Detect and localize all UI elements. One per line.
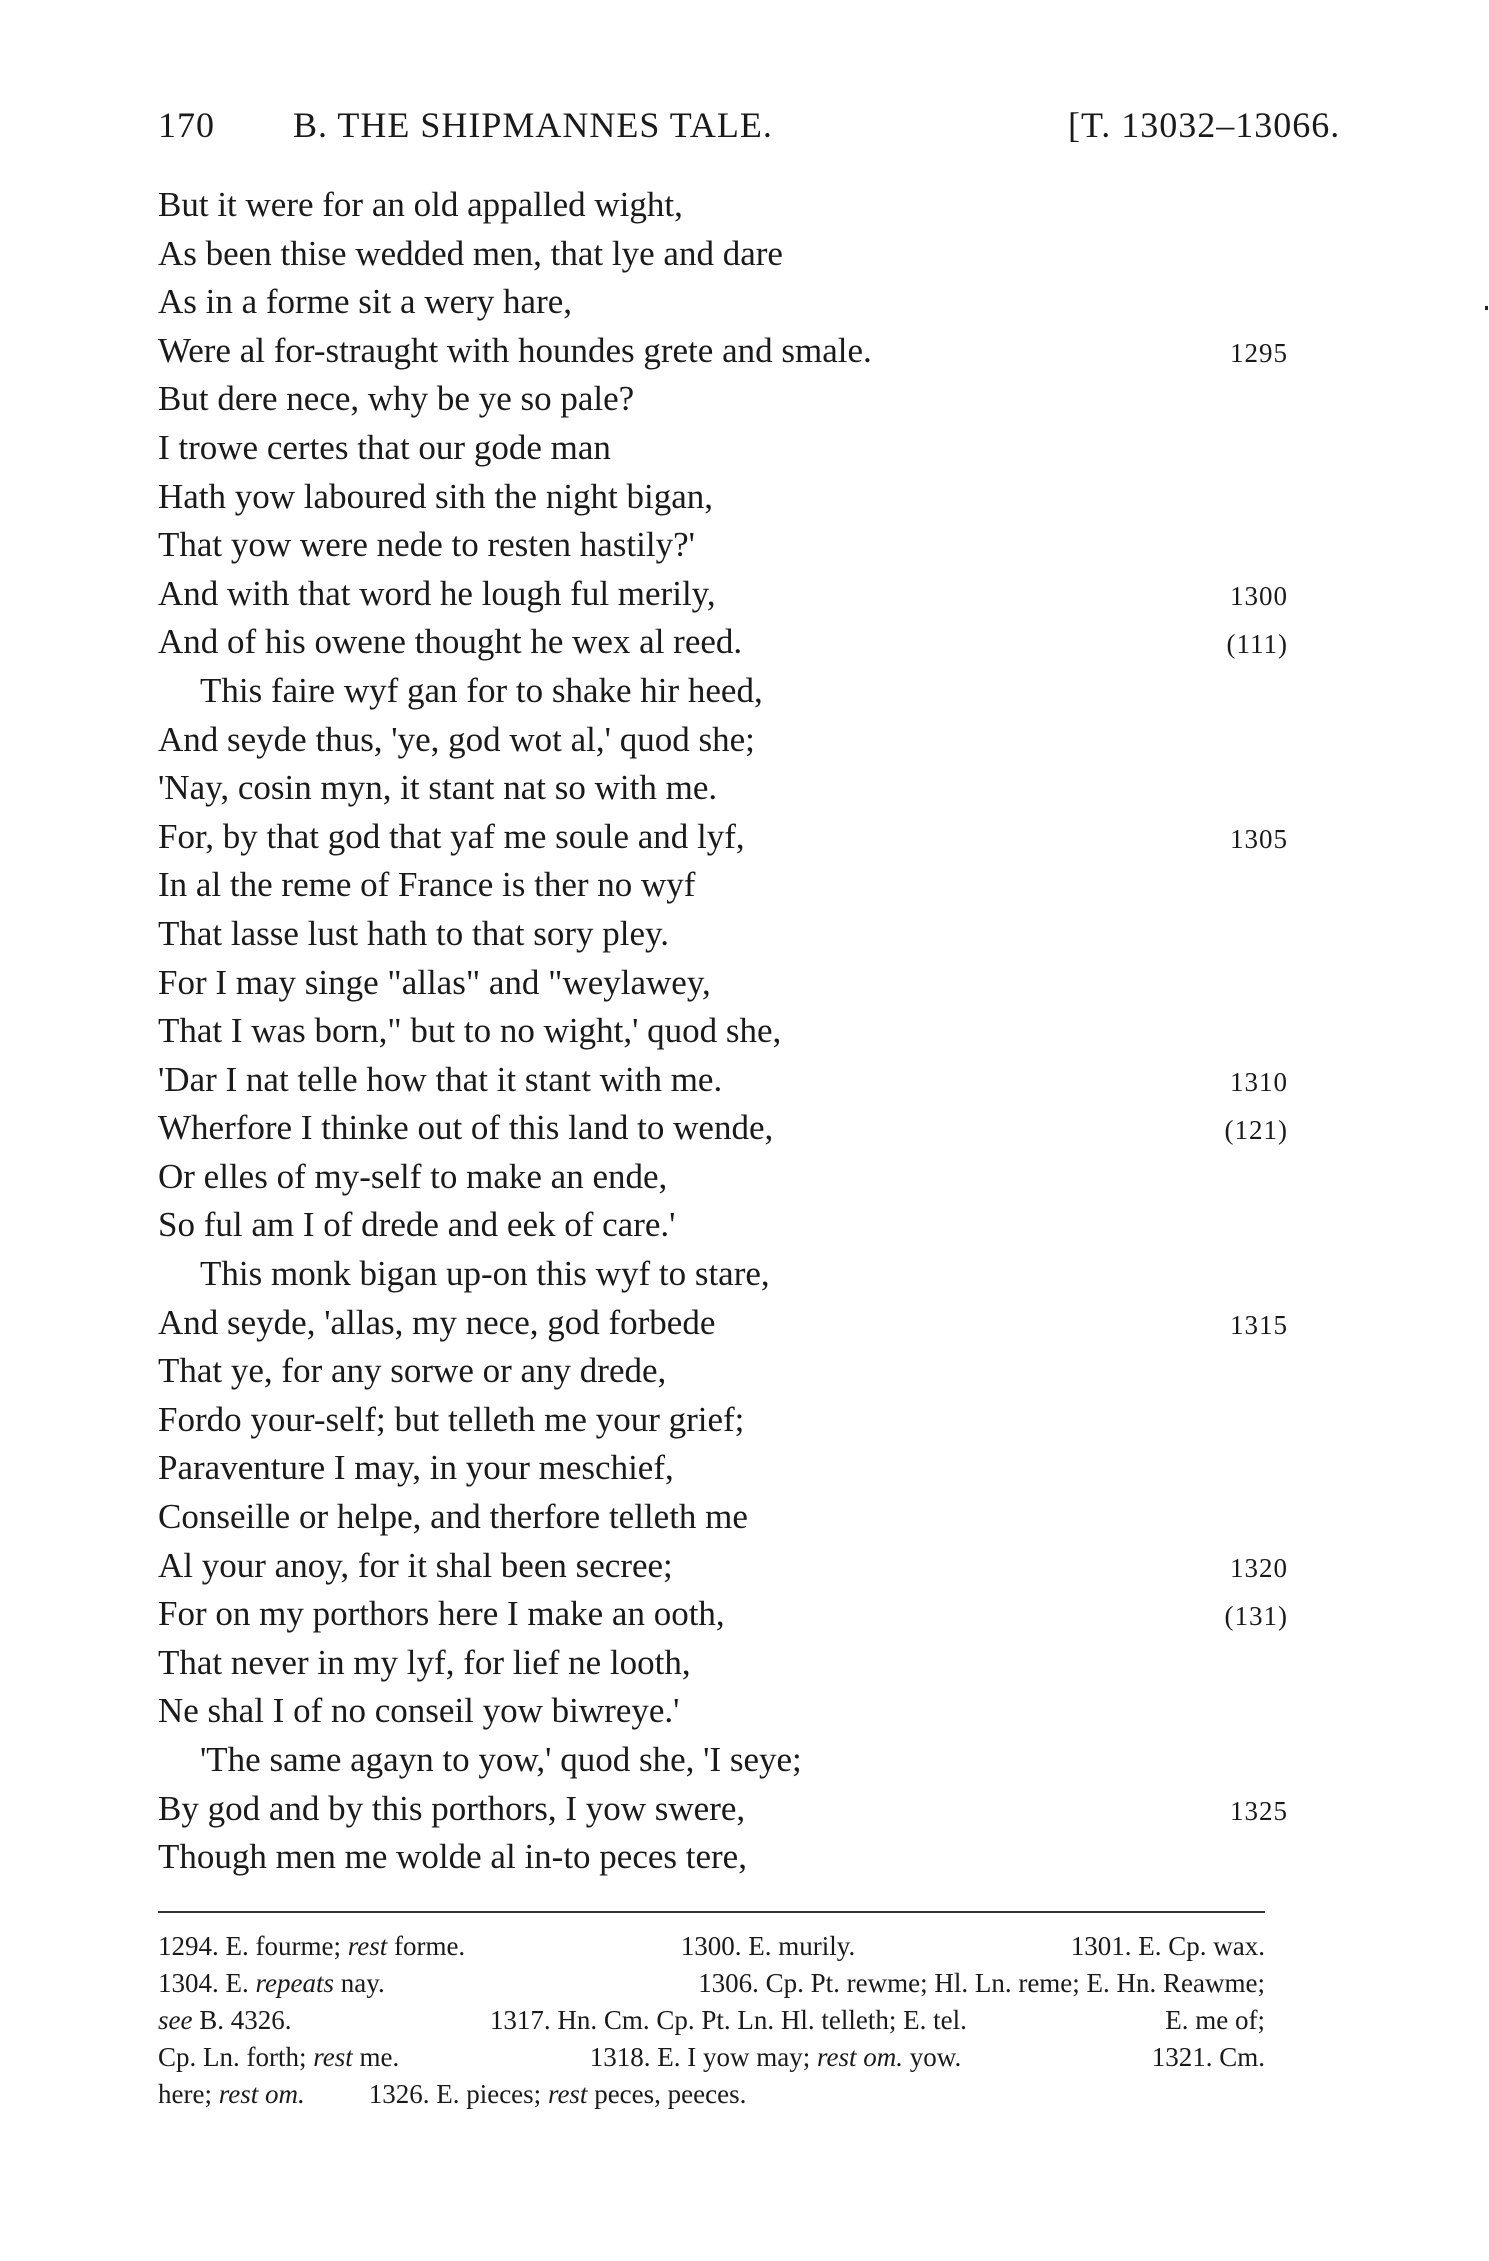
verse-line <box>158 1007 1288 1056</box>
line-number: 1305 <box>1230 823 1288 854</box>
verse-line <box>158 1493 1288 1542</box>
footnote-1326: 1326. E. pieces; rest peces, peeces. <box>368 2079 747 2109</box>
verse-text: Al your anoy, for it shal been secree; <box>158 1545 673 1585</box>
verse-line <box>158 278 1288 327</box>
line-number: 1325 <box>1230 1795 1288 1826</box>
verse-line <box>158 1590 1288 1639</box>
line-number: (111) <box>1226 629 1288 660</box>
verse-line <box>158 764 1288 813</box>
line-number: 1315 <box>1230 1309 1288 1340</box>
verse-text: That lasse lust hath to that sory pley. <box>158 913 669 953</box>
verse-line <box>158 667 1288 716</box>
verse-text: And of his owene thought he wex al reed. <box>158 622 743 662</box>
verse-text: That ye, for any sorwe or any drede, <box>158 1351 667 1391</box>
verse-text: Though men me wolde al in-to peces tere, <box>158 1837 747 1877</box>
verse-text: Were al for-straught with houndes grete and smale. <box>158 330 872 370</box>
verse-line <box>158 618 1288 667</box>
footnote-1321: 1321. Cm. <box>1151 2042 1265 2072</box>
verse-line <box>158 1250 1288 1299</box>
verse-line <box>158 375 1288 424</box>
verse-line <box>158 1736 1288 1785</box>
footnotes <box>158 1928 1265 2113</box>
verse-text: And with that word he lough ful merily, <box>158 573 716 613</box>
verse-text: As been thise wedded men, that lye and dare <box>158 233 783 273</box>
footnote-1304: 1304. E. repeats nay. <box>158 1968 385 1998</box>
footnote-1294: 1294. E. fourme; rest forme. <box>158 1931 466 1961</box>
verse-text: 'Nay, cosin myn, it stant nat so with me. <box>158 768 718 808</box>
footnote-rule <box>158 1911 1265 1913</box>
verse-line <box>158 473 1288 522</box>
verse-text: I trowe certes that our gode man <box>158 427 611 467</box>
verse-line <box>158 1444 1288 1493</box>
verse-text: This faire wyf gan for to shake hir heed, <box>200 670 763 710</box>
running-title: B. THE SHIPMANNES TALE. <box>293 105 773 145</box>
verse-text: For on my porthors here I make an ooth, <box>158 1594 725 1634</box>
footnote-1301: 1301. E. Cp. wax. <box>1070 1931 1265 1961</box>
verse-line <box>158 424 1288 473</box>
verse-line <box>158 1639 1288 1688</box>
verse-text: That I was born," but to no wight,' quod she, <box>158 1011 782 1051</box>
footnote-line <box>158 2076 1265 2113</box>
verse-text: 'Dar I nat telle how that it stant with me. <box>158 1059 723 1099</box>
verse-text: Hath yow laboured sith the night bigan, <box>158 476 714 516</box>
footnote-line <box>158 2039 1265 2076</box>
footnote-forth: Cp. Ln. forth; rest me. <box>158 2042 400 2072</box>
verse-line <box>158 813 1288 862</box>
footnote-line <box>158 1965 1265 2002</box>
verse-line <box>158 910 1288 959</box>
verse-text: That never in my lyf, for lief ne looth, <box>158 1642 691 1682</box>
verse-line <box>158 230 1288 279</box>
verse-line <box>158 1104 1288 1153</box>
footnote-line <box>158 1928 1265 1965</box>
line-number: 1320 <box>1230 1552 1288 1583</box>
verse-line <box>158 1396 1288 1445</box>
verse-line <box>158 1153 1288 1202</box>
verse-text: And seyde, 'allas, my nece, god forbede <box>158 1302 716 1342</box>
footnote-1318: 1318. E. I yow may; rest om. yow. <box>589 2042 962 2072</box>
verse-text: This monk bigan up-on this wyf to stare, <box>200 1254 770 1294</box>
line-number: 1300 <box>1230 580 1288 611</box>
verse-line <box>158 327 1288 376</box>
line-range: [T. 13032–13066. <box>1068 105 1341 145</box>
verse-text: That yow were nede to resten hastily?' <box>158 525 695 565</box>
verse-text: As in a forme sit a wery hare, <box>158 282 573 322</box>
verse-line <box>158 1833 1288 1882</box>
verse-text: But it were for an old appalled wight, <box>158 185 683 224</box>
verse-text: By god and by this porthors, I yow swere, <box>158 1788 746 1828</box>
verse-line <box>158 1687 1288 1736</box>
poem-text <box>158 181 1288 1882</box>
verse-line <box>158 181 1288 230</box>
page-number: 170 <box>158 105 215 145</box>
verse-line <box>158 1785 1288 1834</box>
verse-text: Wherfore I thinke out of this land to wende, <box>158 1108 774 1148</box>
line-number: 1310 <box>1230 1066 1288 1097</box>
verse-line <box>158 1347 1288 1396</box>
page-header <box>158 104 1341 160</box>
verse-text: But dere nece, why be ye so pale? <box>158 379 635 419</box>
line-number: 1295 <box>1230 337 1288 368</box>
verse-line <box>158 716 1288 765</box>
footnote-here: here; rest om. <box>158 2079 305 2109</box>
verse-text: 'The same agayn to yow,' quod she, 'I seye; <box>200 1740 802 1779</box>
verse-text: Ne shal I of no conseil yow biwreye.' <box>158 1691 680 1731</box>
verse-text: In al the reme of France is ther no wyf <box>158 865 696 905</box>
verse-text: For I may singe "allas" and "weylawey, <box>158 962 711 1002</box>
footnote-1317: 1317. Hn. Cm. Cp. Pt. Ln. Hl. telleth; E. tel. <box>489 2005 967 2035</box>
line-number: (131) <box>1224 1601 1288 1632</box>
footnote-see: see B. 4326. <box>158 2005 292 2035</box>
verse-line <box>158 1056 1288 1105</box>
verse-text: So ful am I of drede and eek of care.' <box>158 1205 676 1245</box>
verse-text: Conseille or helpe, and therfore telleth me <box>158 1497 748 1537</box>
verse-text: For, by that god that yaf me soule and lyf, <box>158 816 745 856</box>
line-number: (121) <box>1224 1115 1288 1146</box>
verse-text: Fordo your-self; but telleth me your grief; <box>158 1399 745 1439</box>
verse-line <box>158 1542 1288 1591</box>
verse-text: And seyde thus, 'ye, god wot al,' quod she; <box>158 719 755 759</box>
verse-text: Paraventure I may, in your meschief, <box>158 1448 674 1488</box>
footnote-1300: 1300. E. murily. <box>680 1931 856 1961</box>
verse-line <box>158 861 1288 910</box>
margin-mark <box>1485 306 1488 310</box>
verse-line <box>158 1201 1288 1250</box>
footnote-line <box>158 2002 1265 2039</box>
verse-line <box>158 959 1288 1008</box>
verse-text: Or elles of my-self to make an ende, <box>158 1156 668 1196</box>
verse-line <box>158 570 1288 619</box>
footnote-1317-cont: E. me of; <box>1165 2005 1265 2035</box>
verse-line <box>158 1299 1288 1348</box>
verse-line <box>158 521 1288 570</box>
footnote-1306: 1306. Cp. Pt. rewme; Hl. Ln. reme; E. Hn. Reawme; <box>698 1968 1265 1998</box>
